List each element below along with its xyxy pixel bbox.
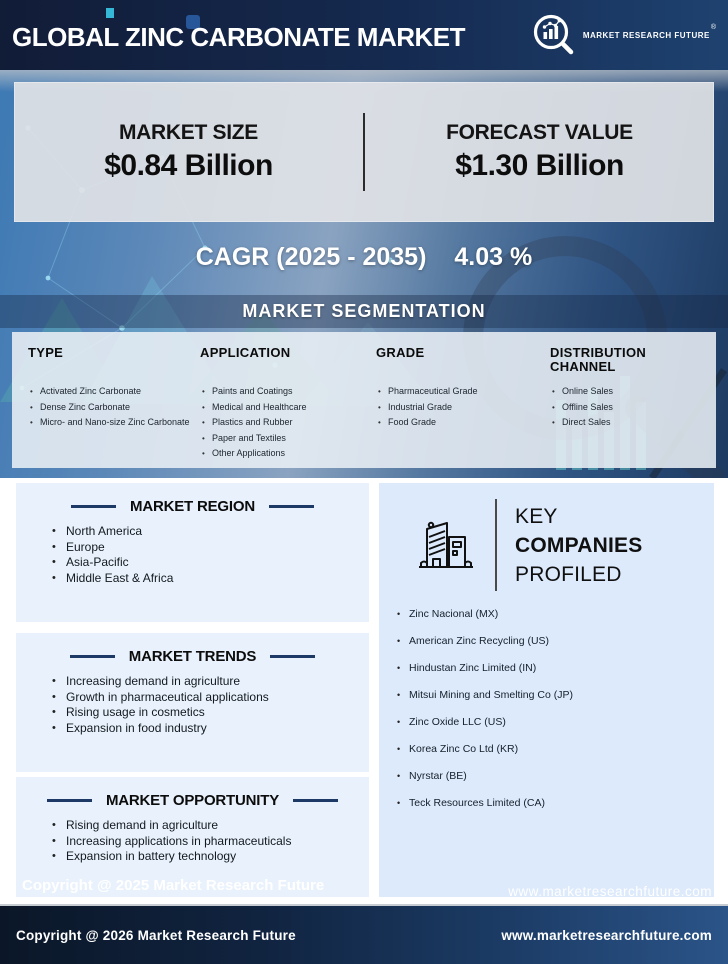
list-item: • Industrial Grade (376, 400, 550, 416)
market-region-list (16, 524, 369, 586)
list-item: • Other Applications (200, 446, 376, 462)
list-item: • Direct Sales (550, 415, 708, 431)
list-item: • Medical and Healthcare (200, 400, 376, 416)
market-opportunity-title: MARKET OPPORTUNITY (105, 792, 280, 809)
segmentation-title-band (0, 295, 728, 328)
segmentation-panel (12, 332, 716, 468)
forecast-value-label: FORECAST VALUE (446, 121, 633, 144)
segmentation-column-type (28, 346, 200, 468)
list-item: • Korea Zinc Co Ltd (KR) (397, 742, 714, 756)
dash-right (269, 505, 314, 508)
registered-mark: ® (710, 23, 716, 31)
watermark-copyright: Copyright @ 2025 Market Research Future (22, 877, 325, 894)
vertical-divider (495, 499, 497, 591)
key-companies-card (379, 483, 714, 897)
market-opportunity-list (16, 818, 369, 865)
dash-right (270, 655, 315, 658)
list-item: • Zinc Oxide LLC (US) (397, 715, 714, 729)
key-companies-title (515, 502, 642, 589)
list-item: • American Zinc Recycling (US) (397, 634, 714, 648)
market-region-title: MARKET REGION (130, 498, 255, 515)
key-companies-header (415, 499, 714, 591)
segmentation-column-distribution-channel (550, 346, 708, 468)
header (0, 0, 728, 70)
list-item: • Rising demand in agriculture (52, 818, 369, 834)
dash-left (71, 505, 116, 508)
list-item: • Dense Zinc Carbonate (28, 400, 200, 416)
card-header (16, 648, 369, 665)
mrfr-magnifier-logo-icon (531, 12, 577, 58)
segment-list (200, 384, 376, 462)
list-item: • Offline Sales (550, 400, 708, 416)
segment-list (376, 384, 550, 431)
card-header (16, 792, 369, 809)
footer-copyright: Copyright @ 2026 Market Research Future (16, 927, 296, 943)
footer (0, 904, 728, 964)
segment-heading: APPLICATION (200, 345, 291, 360)
list-item: • Growth in pharmaceutical applications (52, 690, 369, 706)
buildings-icon (415, 515, 473, 575)
dash-left (47, 799, 92, 802)
list-item: • Teck Resources Limited (CA) (397, 796, 714, 810)
segmentation-title: MARKET SEGMENTATION (242, 301, 486, 321)
list-item: • Paints and Coatings (200, 384, 376, 400)
cagr-value: 4.03 % (454, 242, 533, 271)
list-item: • Rising usage in cosmetics (52, 705, 369, 721)
market-trends-card (16, 633, 369, 772)
brand-name: MARKET RESEARCH FUTURE (582, 30, 710, 40)
list-item: • Online Sales (550, 384, 708, 400)
list-item: • Nyrstar (BE) (397, 769, 714, 783)
list-item: • Plastics and Rubber (200, 415, 376, 431)
segment-heading: GRADE (376, 345, 425, 360)
segmentation-column-application (200, 346, 376, 468)
segment-list (28, 384, 200, 431)
title-line-2: COMPANIES (515, 533, 643, 557)
list-item: • Activated Zinc Carbonate (28, 384, 200, 400)
list-item: • Expansion in battery technology (52, 849, 369, 865)
list-item: • Increasing demand in agriculture (52, 674, 369, 690)
title-line-1: KEY (515, 504, 558, 528)
dash-left (70, 655, 115, 658)
card-header (16, 498, 369, 515)
list-item: • Asia-Pacific (52, 555, 369, 571)
list-item: • Pharmaceutical Grade (376, 384, 550, 400)
dash-right (293, 799, 338, 802)
list-item: • Micro- and Nano-size Zinc Carbonate (28, 415, 200, 431)
list-item: • Expansion in food industry (52, 721, 369, 737)
brand-logo (531, 12, 716, 58)
list-item: • Increasing applications in pharmaceuticals (52, 834, 369, 850)
list-item: • Hindustan Zinc Limited (IN) (397, 661, 714, 675)
list-item: • North America (52, 524, 369, 540)
title-line-3: PROFILED (515, 562, 622, 586)
list-item: • Food Grade (376, 415, 550, 431)
list-item: • Europe (52, 540, 369, 556)
decor-square-teal (106, 8, 114, 18)
segmentation-column-grade (376, 346, 550, 468)
cagr-label: CAGR (2025 - 2035) (195, 242, 427, 271)
forecast-value-value: $1.30 Billion (455, 149, 624, 182)
list-item: • Mitsui Mining and Smelting Co (JP) (397, 688, 714, 702)
hero-section (0, 70, 728, 478)
segment-heading: DISTRIBUTION CHANNEL (550, 345, 647, 374)
market-size-block (14, 121, 363, 183)
footer-website-link[interactable]: www.marketresearchfuture.com (501, 927, 712, 943)
market-size-label: MARKET SIZE (118, 121, 259, 144)
market-stats-card (14, 82, 714, 222)
companies-list (379, 607, 714, 810)
market-trends-title: MARKET TRENDS (128, 648, 257, 665)
list-item: • Middle East & Africa (52, 571, 369, 587)
market-region-card (16, 483, 369, 622)
cagr-row (0, 228, 728, 286)
market-trends-list (16, 674, 369, 736)
forecast-value-block (365, 121, 714, 183)
watermark-website-link[interactable]: www.marketresearchfuture.com (508, 884, 712, 899)
market-size-value: $0.84 Billion (104, 149, 273, 182)
segment-list (550, 384, 708, 431)
segment-heading: TYPE (28, 345, 64, 360)
page-title: GLOBAL ZINC CARBONATE MARKET (12, 22, 466, 52)
list-item: • Zinc Nacional (MX) (397, 607, 714, 621)
list-item: • Paper and Textiles (200, 431, 376, 447)
